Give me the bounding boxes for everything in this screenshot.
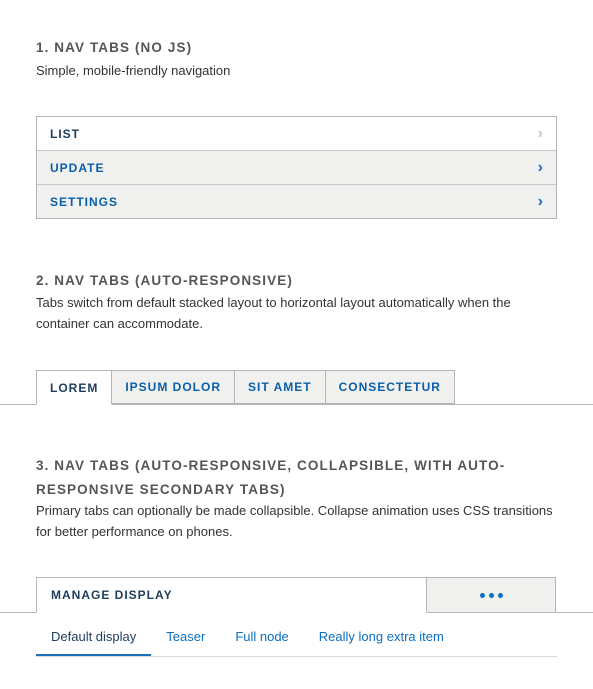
chevron-right-icon: › (537, 192, 544, 210)
nav-item-list[interactable] (37, 117, 556, 151)
secondary-tab-teaser[interactable]: Teaser (166, 629, 206, 644)
secondary-tabs (36, 624, 557, 657)
secondary-tab-default-display[interactable]: Default display (36, 624, 151, 656)
section-3-title (36, 454, 505, 502)
section-3-title-line-1: 3. NAV TABS (AUTO-RESPONSIVE, COLLAPSIBLE, WITH AUTO- (36, 458, 506, 473)
section-1-description: Simple, mobile-friendly navigation (36, 63, 231, 78)
section-3-title-line-2: RESPONSIVE SECONDARY TABS) (36, 482, 286, 497)
nav-item-label: SETTINGS (50, 194, 119, 209)
secondary-tab-really-long-extra-item[interactable]: Really long extra item (318, 629, 444, 644)
tab-ipsum-dolor[interactable]: IPSUM DOLOR (112, 370, 235, 404)
chevron-right-icon: › (537, 124, 544, 142)
section-2-description: Tabs switch from default stacked layout to horizontal layout automatically when the container can accommodate. (36, 295, 511, 331)
tab-lorem[interactable]: LOREM (36, 370, 112, 405)
secondary-tab-full-node[interactable]: Full node (235, 629, 289, 644)
section-2-title: 2. NAV TABS (AUTO-RESPONSIVE) (36, 273, 293, 288)
section-1-title: 1. NAV TABS (NO JS) (36, 40, 193, 55)
nav-item-label: UPDATE (50, 160, 105, 175)
nav-item-update[interactable] (37, 151, 556, 185)
nav-item-label: LIST (50, 126, 80, 141)
more-tabs-toggle-button[interactable] (427, 577, 556, 613)
nav-item-settings[interactable] (37, 185, 556, 218)
tab-manage-display[interactable]: MANAGE DISPLAY (36, 577, 427, 613)
chevron-right-icon: › (537, 158, 544, 176)
collapsible-nav-tabs (0, 577, 593, 613)
tab-sit-amet[interactable]: SIT AMET (235, 370, 326, 404)
section-3-description: Primary tabs can optionally be made collapsible. Collapse animation uses CSS transitions for better performance on phones. (36, 503, 553, 539)
tab-consectetur[interactable]: CONSECTETUR (326, 370, 455, 404)
ellipsis-icon (480, 593, 503, 598)
stacked-nav-tabs (36, 116, 557, 219)
horizontal-nav-tabs (0, 370, 593, 405)
